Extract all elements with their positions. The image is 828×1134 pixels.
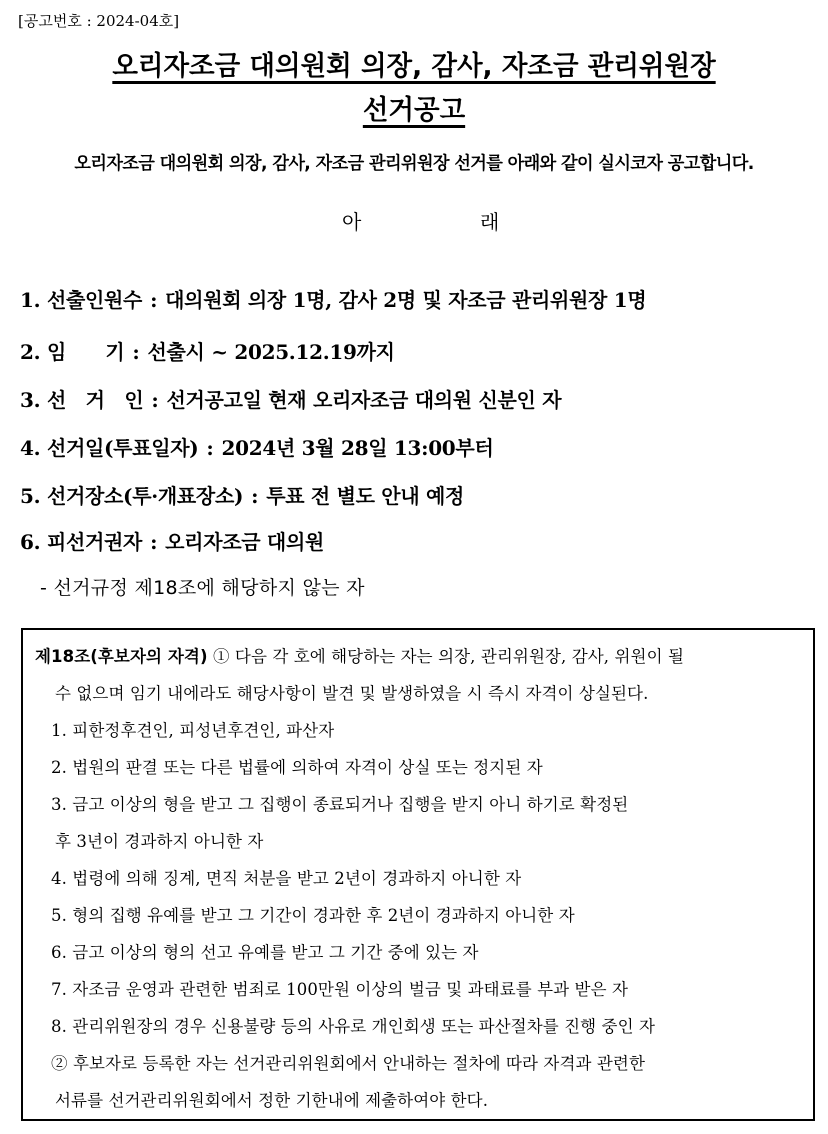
item-number: 4. <box>20 436 41 460</box>
item-label: 피선거권자 <box>46 530 143 554</box>
article-line: 1. 피한정후견인, 피성년후견인, 파산자 <box>51 721 335 740</box>
item-label: 선 거 인 <box>46 388 144 412</box>
article-heading: 제18조(후보자의 자격) <box>35 647 208 666</box>
item-number: 2. <box>20 340 41 364</box>
item-value: 투표 전 별도 안내 예정 <box>266 484 465 508</box>
article-line: 후 3년이 경과하지 아니한 자 <box>55 832 264 851</box>
item-value: 오리자조금 대의원 <box>165 530 324 554</box>
article-line: 서류를 선거관리위원회에서 정한 기한내에 제출하여야 한다. <box>55 1091 489 1110</box>
item-label: 선출인원수 <box>46 288 143 312</box>
item-label: 선거일(투표일자) <box>46 436 199 460</box>
article-first-line <box>35 643 684 667</box>
sub-note: - 선거규정 제18조에 해당하지 않는 자 <box>40 577 365 599</box>
item-value: 대의원회 의장 1명, 감사 2명 및 자조금 관리위원장 1명 <box>165 288 647 312</box>
article-box <box>21 628 815 1121</box>
item-colon: : <box>150 288 158 312</box>
item-colon: : <box>132 340 140 364</box>
item-colon: : <box>150 530 158 554</box>
item-value: 선거공고일 현재 오리자조금 대의원 신분인 자 <box>166 388 562 412</box>
intro-sentence: 오리자조금 대의원회 의장, 감사, 자조금 관리위원장 선거를 아래와 같이 실시코자 공고합니다. <box>74 154 754 174</box>
title-line-2: 선거공고 <box>362 95 466 126</box>
article-line: 6. 금고 이상의 형의 선고 유예를 받고 그 기간 중에 있는 자 <box>51 943 479 962</box>
below-heading-b: 래 <box>480 210 500 234</box>
item-colon: : <box>151 388 159 412</box>
article-line: 7. 자조금 운영과 관련한 범죄로 100만원 이상의 벌금 및 과태료를 부과 받은 자 <box>51 980 629 999</box>
notice-number: [공고번호 : 2024-04호] <box>18 12 180 30</box>
item-electorate <box>20 384 561 413</box>
article-line: 4. 법령에 의해 징계, 면직 처분을 받고 2년이 경과하지 아니한 자 <box>51 869 522 888</box>
article-line: 3. 금고 이상의 형을 받고 그 집행이 종료되거나 집행을 받지 아니 하기로 확정된 <box>51 795 629 814</box>
item-headcount <box>20 284 646 313</box>
article-para1-continued: 수 없으며 임기 내에라도 해당사항이 발견 및 발생하였을 시 즉시 자격이 상실된다. <box>55 684 649 703</box>
item-colon: : <box>206 436 214 460</box>
item-label: 선거장소(투·개표장소) <box>46 484 244 508</box>
item-eligible-candidates <box>20 526 324 555</box>
article-line: ② 후보자로 등록한 자는 선거관리위원회에서 안내하는 절차에 따라 자격과 관련한 <box>51 1054 645 1073</box>
article-line: 2. 법원의 판결 또는 다른 법률에 의하여 자격이 상실 또는 정지된 자 <box>51 758 543 777</box>
below-heading-a: 아 <box>342 210 362 234</box>
item-term <box>20 336 395 365</box>
item-number: 1. <box>20 288 41 312</box>
item-election-date <box>20 432 493 461</box>
item-value: 2024년 3월 28일 13:00부터 <box>221 436 494 460</box>
article-para1: ① 다음 각 호에 해당하는 자는 의장, 관리위원장, 감사, 위원이 될 <box>212 647 684 666</box>
item-value: 선출시 ~ 2025.12.19까지 <box>147 340 395 364</box>
article-line: 8. 관리위원장의 경우 신용불량 등의 사유로 개인회생 또는 파산절차를 진행 중인 자 <box>51 1017 656 1036</box>
article-line: 5. 형의 집행 유예를 받고 그 기간이 경과한 후 2년이 경과하지 아니한 자 <box>51 906 575 925</box>
item-label: 임 기 <box>46 340 125 364</box>
item-election-venue <box>20 480 464 509</box>
item-colon: : <box>251 484 259 508</box>
item-number: 6. <box>20 530 41 554</box>
item-number: 3. <box>20 388 41 412</box>
title-line-1: 오리자조금 대의원회 의장, 감사, 자조금 관리위원장 <box>112 51 716 82</box>
item-number: 5. <box>20 484 41 508</box>
